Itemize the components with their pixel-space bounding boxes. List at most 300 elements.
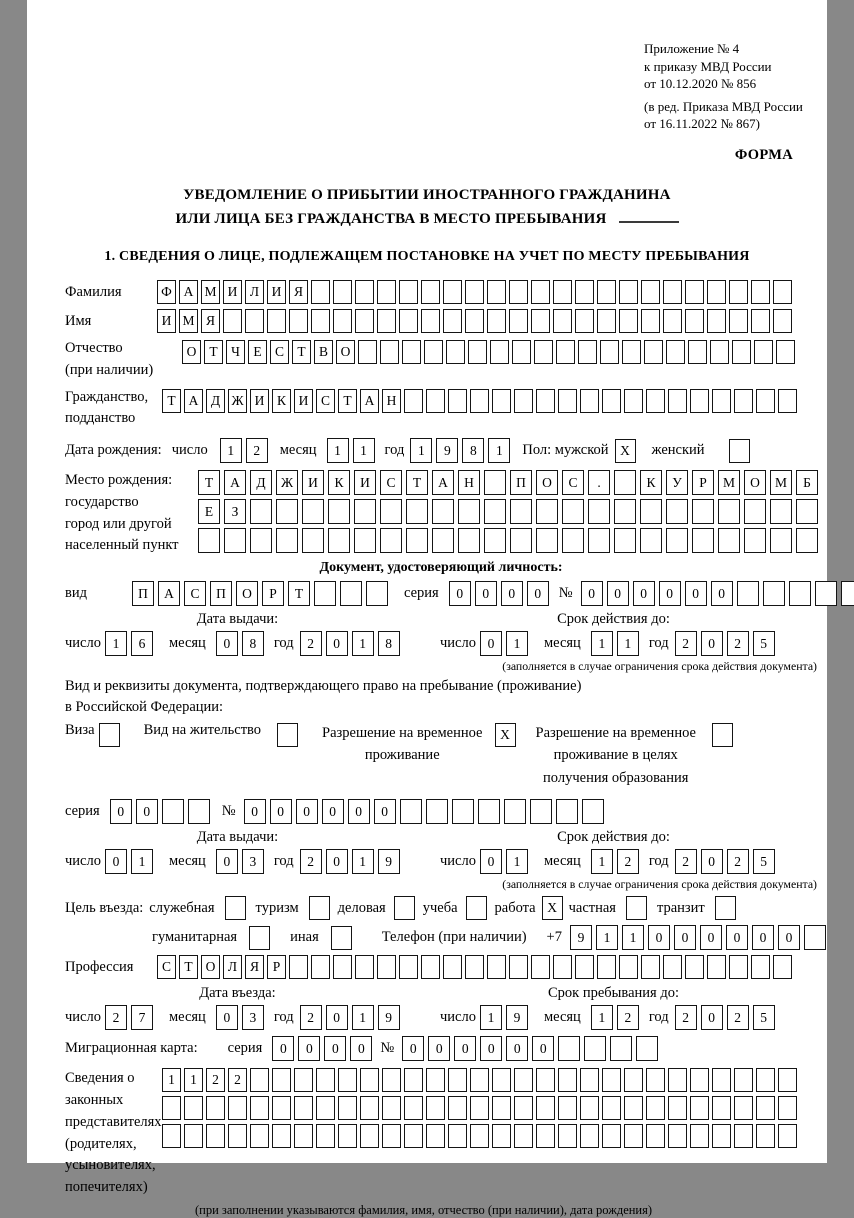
stay-month-input[interactable]: [591, 1005, 639, 1030]
char-cell[interactable]: [314, 581, 336, 606]
char-cell[interactable]: [646, 1124, 665, 1148]
char-cell[interactable]: С: [270, 340, 289, 364]
char-cell[interactable]: [710, 340, 729, 364]
char-cell[interactable]: 0: [374, 799, 396, 824]
char-cell[interactable]: [668, 389, 687, 413]
char-cell[interactable]: [558, 1124, 577, 1148]
char-cell[interactable]: М: [770, 470, 792, 495]
permit-number-input[interactable]: [244, 799, 604, 824]
char-cell[interactable]: [646, 389, 665, 413]
permit-valid-day-input[interactable]: [480, 849, 528, 874]
char-cell[interactable]: [690, 389, 709, 413]
char-cell[interactable]: [597, 309, 616, 333]
char-cell[interactable]: [492, 1124, 511, 1148]
char-cell[interactable]: [448, 1096, 467, 1120]
char-cell[interactable]: [333, 280, 352, 304]
char-cell[interactable]: [458, 528, 480, 553]
char-cell[interactable]: [406, 499, 428, 524]
char-cell[interactable]: И: [267, 280, 286, 304]
char-cell[interactable]: С: [562, 470, 584, 495]
char-cell[interactable]: 2: [206, 1068, 225, 1092]
char-cell[interactable]: [588, 499, 610, 524]
char-cell[interactable]: [614, 470, 636, 495]
char-cell[interactable]: Д: [250, 470, 272, 495]
char-cell[interactable]: [729, 309, 748, 333]
guardians-line3-input[interactable]: [162, 1124, 797, 1148]
char-cell[interactable]: [360, 1124, 379, 1148]
char-cell[interactable]: 1: [506, 849, 528, 874]
char-cell[interactable]: [622, 340, 641, 364]
char-cell[interactable]: 5: [753, 631, 775, 656]
char-cell[interactable]: 0: [136, 799, 158, 824]
char-cell[interactable]: [206, 1124, 225, 1148]
char-cell[interactable]: 0: [607, 581, 629, 606]
char-cell[interactable]: К: [640, 470, 662, 495]
char-cell[interactable]: [796, 499, 818, 524]
char-cell[interactable]: 1: [488, 438, 510, 463]
char-cell[interactable]: [249, 926, 270, 950]
char-cell[interactable]: 1: [622, 925, 644, 950]
char-cell[interactable]: [277, 723, 298, 747]
char-cell[interactable]: [294, 1096, 313, 1120]
char-cell[interactable]: В: [314, 340, 333, 364]
char-cell[interactable]: 0: [324, 1036, 346, 1061]
char-cell[interactable]: [734, 1124, 753, 1148]
char-cell[interactable]: [487, 955, 506, 979]
char-cell[interactable]: [729, 955, 748, 979]
char-cell[interactable]: [666, 499, 688, 524]
char-cell[interactable]: [778, 1124, 797, 1148]
char-cell[interactable]: [331, 926, 352, 950]
id-issue-month-input[interactable]: [216, 631, 264, 656]
permit-series-input[interactable]: [110, 799, 210, 824]
char-cell[interactable]: [756, 1068, 775, 1092]
char-cell[interactable]: [668, 1068, 687, 1092]
char-cell[interactable]: [744, 528, 766, 553]
char-cell[interactable]: О: [201, 955, 220, 979]
char-cell[interactable]: [426, 799, 448, 824]
char-cell[interactable]: [712, 1124, 731, 1148]
char-cell[interactable]: [228, 1124, 247, 1148]
char-cell[interactable]: [294, 1124, 313, 1148]
char-cell[interactable]: 1: [105, 631, 127, 656]
char-cell[interactable]: [624, 1096, 643, 1120]
char-cell[interactable]: [531, 309, 550, 333]
char-cell[interactable]: [707, 309, 726, 333]
char-cell[interactable]: 1: [131, 849, 153, 874]
char-cell[interactable]: [640, 528, 662, 553]
char-cell[interactable]: 0: [700, 925, 722, 950]
char-cell[interactable]: [382, 1096, 401, 1120]
char-cell[interactable]: [718, 499, 740, 524]
char-cell[interactable]: 0: [216, 849, 238, 874]
char-cell[interactable]: [510, 499, 532, 524]
birthplace-line3-input[interactable]: [198, 528, 818, 553]
char-cell[interactable]: [666, 340, 685, 364]
char-cell[interactable]: [778, 1068, 797, 1092]
char-cell[interactable]: [223, 309, 242, 333]
char-cell[interactable]: [510, 528, 532, 553]
char-cell[interactable]: [754, 340, 773, 364]
char-cell[interactable]: И: [250, 389, 269, 413]
char-cell[interactable]: [478, 799, 500, 824]
char-cell[interactable]: [377, 280, 396, 304]
char-cell[interactable]: [184, 1096, 203, 1120]
char-cell[interactable]: [338, 1124, 357, 1148]
char-cell[interactable]: Т: [288, 581, 310, 606]
char-cell[interactable]: [641, 309, 660, 333]
char-cell[interactable]: [690, 1096, 709, 1120]
char-cell[interactable]: [796, 528, 818, 553]
char-cell[interactable]: [597, 280, 616, 304]
char-cell[interactable]: [734, 1068, 753, 1092]
char-cell[interactable]: [366, 581, 388, 606]
char-cell[interactable]: [688, 340, 707, 364]
char-cell[interactable]: [162, 1124, 181, 1148]
purpose-tourism-checkbox[interactable]: [309, 896, 330, 920]
char-cell[interactable]: [316, 1124, 335, 1148]
char-cell[interactable]: [536, 389, 555, 413]
char-cell[interactable]: [490, 340, 509, 364]
char-cell[interactable]: [380, 528, 402, 553]
char-cell[interactable]: Т: [406, 470, 428, 495]
char-cell[interactable]: 0: [402, 1036, 424, 1061]
char-cell[interactable]: [250, 499, 272, 524]
char-cell[interactable]: 0: [449, 581, 471, 606]
char-cell[interactable]: [815, 581, 837, 606]
char-cell[interactable]: Ж: [276, 470, 298, 495]
permit-valid-year-input[interactable]: [675, 849, 775, 874]
char-cell[interactable]: 0: [105, 849, 127, 874]
char-cell[interactable]: 0: [216, 1005, 238, 1030]
char-cell[interactable]: 2: [105, 1005, 127, 1030]
char-cell[interactable]: [404, 1096, 423, 1120]
char-cell[interactable]: 0: [648, 925, 670, 950]
char-cell[interactable]: [610, 1036, 632, 1061]
id-valid-year-input[interactable]: [675, 631, 775, 656]
char-cell[interactable]: [751, 280, 770, 304]
char-cell[interactable]: 2: [617, 1005, 639, 1030]
purpose-humanitarian-checkbox[interactable]: [249, 926, 270, 950]
char-cell[interactable]: [553, 280, 572, 304]
char-cell[interactable]: [468, 340, 487, 364]
char-cell[interactable]: [575, 280, 594, 304]
char-cell[interactable]: [531, 280, 550, 304]
char-cell[interactable]: [773, 309, 792, 333]
char-cell[interactable]: [804, 925, 826, 950]
char-cell[interactable]: 2: [300, 631, 322, 656]
char-cell[interactable]: [99, 723, 120, 747]
char-cell[interactable]: [685, 955, 704, 979]
char-cell[interactable]: О: [536, 470, 558, 495]
char-cell[interactable]: [470, 1068, 489, 1092]
char-cell[interactable]: [448, 1068, 467, 1092]
char-cell[interactable]: [380, 340, 399, 364]
char-cell[interactable]: [636, 1036, 658, 1061]
sex-female-checkbox[interactable]: [729, 439, 750, 463]
char-cell[interactable]: 0: [326, 849, 348, 874]
char-cell[interactable]: [426, 1124, 445, 1148]
char-cell[interactable]: 1: [352, 1005, 374, 1030]
patronymic-input[interactable]: [182, 340, 795, 364]
char-cell[interactable]: [484, 528, 506, 553]
char-cell[interactable]: [514, 389, 533, 413]
char-cell[interactable]: [715, 896, 736, 920]
char-cell[interactable]: [340, 581, 362, 606]
char-cell[interactable]: [575, 309, 594, 333]
char-cell[interactable]: [530, 799, 552, 824]
char-cell[interactable]: [534, 340, 553, 364]
char-cell[interactable]: [465, 309, 484, 333]
char-cell[interactable]: [421, 955, 440, 979]
char-cell[interactable]: [712, 1096, 731, 1120]
char-cell[interactable]: С: [316, 389, 335, 413]
permit-issue-month-input[interactable]: [216, 849, 264, 874]
char-cell[interactable]: И: [354, 470, 376, 495]
char-cell[interactable]: [600, 340, 619, 364]
char-cell[interactable]: 0: [527, 581, 549, 606]
migration-number-input[interactable]: [402, 1036, 658, 1061]
phone-input[interactable]: [570, 925, 826, 950]
char-cell[interactable]: 2: [727, 849, 749, 874]
char-cell[interactable]: 2: [675, 1005, 697, 1030]
char-cell[interactable]: 0: [348, 799, 370, 824]
purpose-private-checkbox[interactable]: [626, 896, 647, 920]
char-cell[interactable]: [707, 280, 726, 304]
char-cell[interactable]: [514, 1124, 533, 1148]
char-cell[interactable]: [272, 1124, 291, 1148]
char-cell[interactable]: 0: [298, 1036, 320, 1061]
char-cell[interactable]: [272, 1096, 291, 1120]
char-cell[interactable]: 0: [532, 1036, 554, 1061]
char-cell[interactable]: [729, 439, 750, 463]
surname-input[interactable]: [157, 280, 792, 304]
char-cell[interactable]: [514, 1068, 533, 1092]
char-cell[interactable]: [432, 528, 454, 553]
char-cell[interactable]: 0: [244, 799, 266, 824]
char-cell[interactable]: [399, 955, 418, 979]
stay-year-input[interactable]: [675, 1005, 775, 1030]
char-cell[interactable]: [377, 955, 396, 979]
char-cell[interactable]: [602, 1068, 621, 1092]
char-cell[interactable]: [338, 1096, 357, 1120]
char-cell[interactable]: [536, 528, 558, 553]
char-cell[interactable]: 2: [300, 1005, 322, 1030]
char-cell[interactable]: [770, 528, 792, 553]
char-cell[interactable]: 1: [596, 925, 618, 950]
firstname-input[interactable]: [157, 309, 792, 333]
char-cell[interactable]: 2: [246, 438, 268, 463]
birth-month-input[interactable]: [327, 438, 375, 463]
char-cell[interactable]: [487, 280, 506, 304]
char-cell[interactable]: [644, 340, 663, 364]
entry-day-input[interactable]: [105, 1005, 153, 1030]
char-cell[interactable]: [707, 955, 726, 979]
char-cell[interactable]: Т: [338, 389, 357, 413]
char-cell[interactable]: Л: [223, 955, 242, 979]
char-cell[interactable]: [394, 896, 415, 920]
char-cell[interactable]: 2: [228, 1068, 247, 1092]
char-cell[interactable]: [776, 340, 795, 364]
char-cell[interactable]: [646, 1068, 665, 1092]
char-cell[interactable]: [624, 389, 643, 413]
char-cell[interactable]: [309, 896, 330, 920]
char-cell[interactable]: [358, 340, 377, 364]
char-cell[interactable]: [426, 1096, 445, 1120]
char-cell[interactable]: [224, 528, 246, 553]
char-cell[interactable]: [316, 1096, 335, 1120]
char-cell[interactable]: [619, 955, 638, 979]
char-cell[interactable]: Д: [206, 389, 225, 413]
char-cell[interactable]: [556, 340, 575, 364]
char-cell[interactable]: Т: [179, 955, 198, 979]
visa-checkbox[interactable]: [99, 723, 120, 747]
char-cell[interactable]: 9: [436, 438, 458, 463]
char-cell[interactable]: [712, 1068, 731, 1092]
char-cell[interactable]: [276, 499, 298, 524]
char-cell[interactable]: [578, 340, 597, 364]
purpose-business-checkbox[interactable]: [394, 896, 415, 920]
char-cell[interactable]: 9: [570, 925, 592, 950]
purpose-work-checkbox[interactable]: [542, 896, 563, 920]
char-cell[interactable]: [562, 499, 584, 524]
char-cell[interactable]: [465, 280, 484, 304]
char-cell[interactable]: П: [132, 581, 154, 606]
char-cell[interactable]: 1: [352, 849, 374, 874]
char-cell[interactable]: [443, 309, 462, 333]
char-cell[interactable]: [512, 340, 531, 364]
id-doc-type-input[interactable]: [132, 581, 388, 606]
char-cell[interactable]: 1: [353, 438, 375, 463]
char-cell[interactable]: [553, 955, 572, 979]
char-cell[interactable]: [734, 1096, 753, 1120]
char-cell[interactable]: [380, 499, 402, 524]
char-cell[interactable]: [311, 309, 330, 333]
char-cell[interactable]: Н: [382, 389, 401, 413]
char-cell[interactable]: И: [157, 309, 176, 333]
char-cell[interactable]: Р: [692, 470, 714, 495]
id-issue-year-input[interactable]: [300, 631, 400, 656]
char-cell[interactable]: Ч: [226, 340, 245, 364]
char-cell[interactable]: [562, 528, 584, 553]
char-cell[interactable]: О: [336, 340, 355, 364]
char-cell[interactable]: 1: [220, 438, 242, 463]
char-cell[interactable]: [272, 1068, 291, 1092]
char-cell[interactable]: 0: [701, 849, 723, 874]
char-cell[interactable]: [355, 309, 374, 333]
char-cell[interactable]: 1: [591, 1005, 613, 1030]
char-cell[interactable]: О: [182, 340, 201, 364]
char-cell[interactable]: [588, 528, 610, 553]
char-cell[interactable]: О: [236, 581, 258, 606]
char-cell[interactable]: [685, 280, 704, 304]
char-cell[interactable]: Ж: [228, 389, 247, 413]
char-cell[interactable]: [404, 1124, 423, 1148]
temp-residence-checkbox[interactable]: [495, 723, 516, 747]
char-cell[interactable]: Т: [198, 470, 220, 495]
char-cell[interactable]: [421, 309, 440, 333]
char-cell[interactable]: 0: [296, 799, 318, 824]
char-cell[interactable]: [536, 1124, 555, 1148]
char-cell[interactable]: [751, 309, 770, 333]
guardians-line1-input[interactable]: [162, 1068, 797, 1092]
char-cell[interactable]: [756, 1124, 775, 1148]
char-cell[interactable]: [267, 309, 286, 333]
char-cell[interactable]: [250, 528, 272, 553]
char-cell[interactable]: 1: [506, 631, 528, 656]
char-cell[interactable]: [789, 581, 811, 606]
permit-issue-day-input[interactable]: [105, 849, 153, 874]
char-cell[interactable]: 0: [711, 581, 733, 606]
char-cell[interactable]: М: [718, 470, 740, 495]
char-cell[interactable]: [602, 389, 621, 413]
char-cell[interactable]: 0: [701, 1005, 723, 1030]
guardians-line2-input[interactable]: [162, 1096, 797, 1120]
char-cell[interactable]: У: [666, 470, 688, 495]
char-cell[interactable]: [338, 1068, 357, 1092]
char-cell[interactable]: 2: [617, 849, 639, 874]
char-cell[interactable]: [484, 470, 506, 495]
char-cell[interactable]: [663, 280, 682, 304]
char-cell[interactable]: [614, 528, 636, 553]
char-cell[interactable]: [382, 1124, 401, 1148]
char-cell[interactable]: 0: [270, 799, 292, 824]
char-cell[interactable]: П: [210, 581, 232, 606]
char-cell[interactable]: [448, 389, 467, 413]
char-cell[interactable]: Н: [458, 470, 480, 495]
char-cell[interactable]: [558, 1068, 577, 1092]
char-cell[interactable]: 0: [272, 1036, 294, 1061]
char-cell[interactable]: 0: [480, 1036, 502, 1061]
char-cell[interactable]: [778, 389, 797, 413]
char-cell[interactable]: [514, 1096, 533, 1120]
char-cell[interactable]: [558, 1096, 577, 1120]
char-cell[interactable]: [421, 280, 440, 304]
char-cell[interactable]: [580, 389, 599, 413]
char-cell[interactable]: З: [224, 499, 246, 524]
char-cell[interactable]: [276, 528, 298, 553]
char-cell[interactable]: 9: [378, 1005, 400, 1030]
char-cell[interactable]: [614, 499, 636, 524]
char-cell[interactable]: [404, 1068, 423, 1092]
id-valid-day-input[interactable]: [480, 631, 528, 656]
char-cell[interactable]: [668, 1124, 687, 1148]
char-cell[interactable]: [426, 389, 445, 413]
char-cell[interactable]: [619, 309, 638, 333]
char-cell[interactable]: [580, 1096, 599, 1120]
birth-day-input[interactable]: [220, 438, 268, 463]
char-cell[interactable]: 0: [216, 631, 238, 656]
char-cell[interactable]: [690, 1124, 709, 1148]
char-cell[interactable]: [737, 581, 759, 606]
char-cell[interactable]: [225, 896, 246, 920]
char-cell[interactable]: [640, 499, 662, 524]
char-cell[interactable]: [666, 528, 688, 553]
char-cell[interactable]: X: [615, 439, 636, 463]
char-cell[interactable]: [492, 389, 511, 413]
char-cell[interactable]: 5: [753, 849, 775, 874]
birth-year-input[interactable]: [410, 438, 510, 463]
purpose-other-checkbox[interactable]: [331, 926, 352, 950]
char-cell[interactable]: [646, 1096, 665, 1120]
id-doc-series-input[interactable]: [449, 581, 549, 606]
char-cell[interactable]: [198, 528, 220, 553]
char-cell[interactable]: [778, 1096, 797, 1120]
char-cell[interactable]: [692, 499, 714, 524]
char-cell[interactable]: [162, 799, 184, 824]
char-cell[interactable]: 8: [462, 438, 484, 463]
char-cell[interactable]: 1: [480, 1005, 502, 1030]
